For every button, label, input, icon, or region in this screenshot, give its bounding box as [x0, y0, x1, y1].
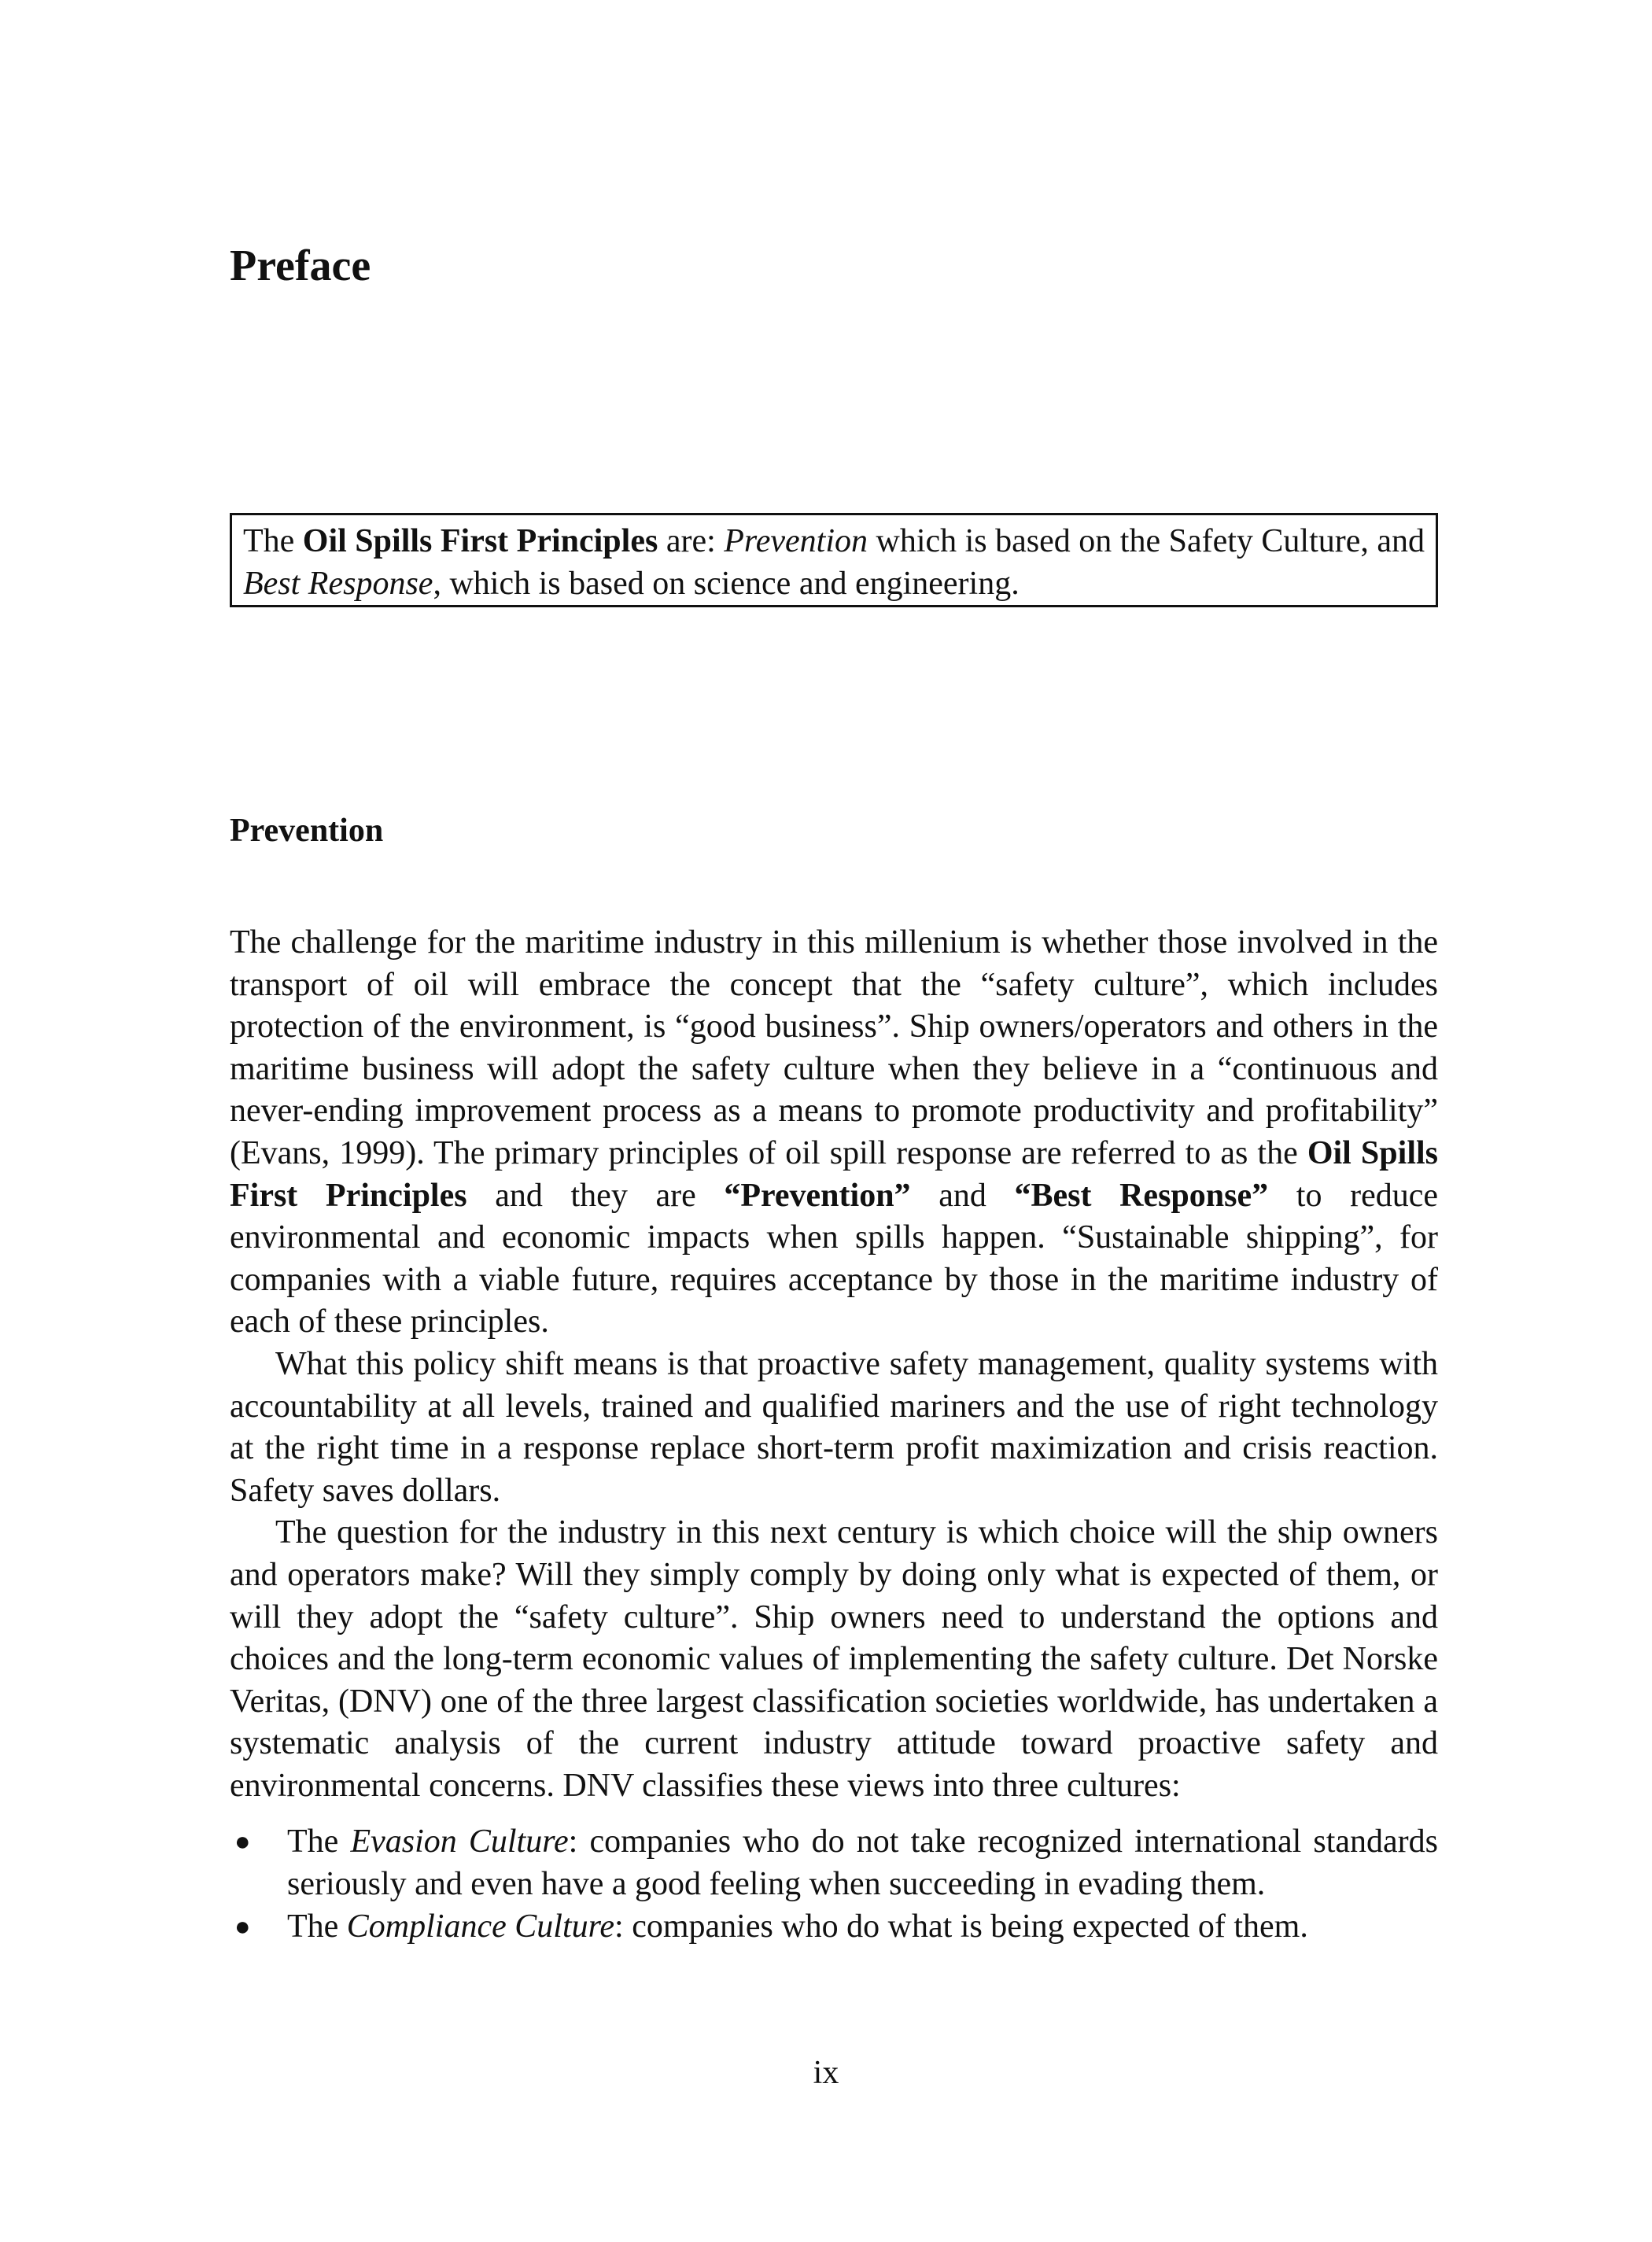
- paragraph-2: What this policy shift means is that proactive safety management, quality systems with accountability at all levels, trained and qualified mariners and the use of right technology at the right time in a response replace short-term profit maximization and crisis reaction. Safety saves dollars.: [230, 1345, 1438, 1509]
- body-text: [230, 922, 1438, 1948]
- section-heading-prevention: Prevention: [230, 813, 384, 849]
- bullet-icon: ●: [234, 1912, 251, 1941]
- paragraph-text: and: [910, 1177, 1015, 1214]
- paragraph-1: [230, 922, 1438, 1344]
- list-item: [230, 1821, 1438, 1905]
- paragraph-text: to reduce environmental and economic impacts when spills happen. “Sustainable shipping”, for companies with a viable future, requires acceptance by those in the maritime industry of each of these principles.: [230, 1177, 1438, 1340]
- list-item: [230, 1906, 1438, 1949]
- list-item-term: Compliance Culture: [346, 1908, 615, 1945]
- culture-list: [230, 1821, 1438, 1948]
- page-title: Preface: [230, 242, 371, 290]
- list-item-text: : companies who do not take recognized international standards seriously and even have a good feeling when succeeding in evading them.: [287, 1823, 1439, 1903]
- bold-term: “Best Response”: [1014, 1177, 1269, 1214]
- list-item-text: The: [287, 1823, 351, 1860]
- paragraph-text: and they are: [466, 1177, 725, 1214]
- page-number: ix: [813, 2055, 839, 2091]
- list-item-text: The: [287, 1908, 347, 1945]
- box-italic-term-prevention: Prevention: [724, 523, 868, 559]
- bullet-icon: ●: [234, 1827, 251, 1857]
- principles-statement: [243, 515, 1425, 605]
- box-text: , which is based on science and engineering.: [433, 566, 1020, 602]
- list-item-text: : companies who do what is being expected of them.: [614, 1908, 1308, 1945]
- paragraph-3: The question for the industry in this next century is which choice will the ship owners and operators make? Will they simply comply by doing only what is expected of them, or will they adopt the “safety culture”. Ship owners need to understand the options and choices and the long-term economic values of implementing the safety culture. Det Norske Veritas, (DNV) one of the three largest classification societies worldwide, has undertaken a systematic analysis of the current industry attitude toward proactive safety and environmental concerns. DNV classifies these views into three cultures:: [230, 1514, 1438, 1804]
- paragraph-text: The challenge for the maritime industry in this millenium is whether those involved in the transport of oil will embrace the concept that the “safety culture”, which includes protection of the environment, is “good business”. Ship owners/operators and others in the maritime business will adopt the safety culture when they believe in a “continuous and never-ending improvement process as a means to promote productivity and profitability” (Evans, 1999). The primary principles of oil spill response are referred to as the: [230, 924, 1438, 1171]
- list-item-term: Evasion Culture: [350, 1823, 569, 1860]
- box-text: are:: [658, 523, 725, 559]
- bold-term: Oil Spills First Principles: [230, 1134, 1439, 1214]
- box-text: The: [243, 523, 303, 559]
- box-text: which is based on the Safety Culture, and: [868, 523, 1425, 559]
- box-italic-term-best-response: Best Response: [243, 566, 433, 602]
- principles-callout-box: [230, 513, 1438, 607]
- bold-term: “Prevention”: [724, 1177, 911, 1214]
- box-bold-term: Oil Spills First Principles: [302, 523, 658, 559]
